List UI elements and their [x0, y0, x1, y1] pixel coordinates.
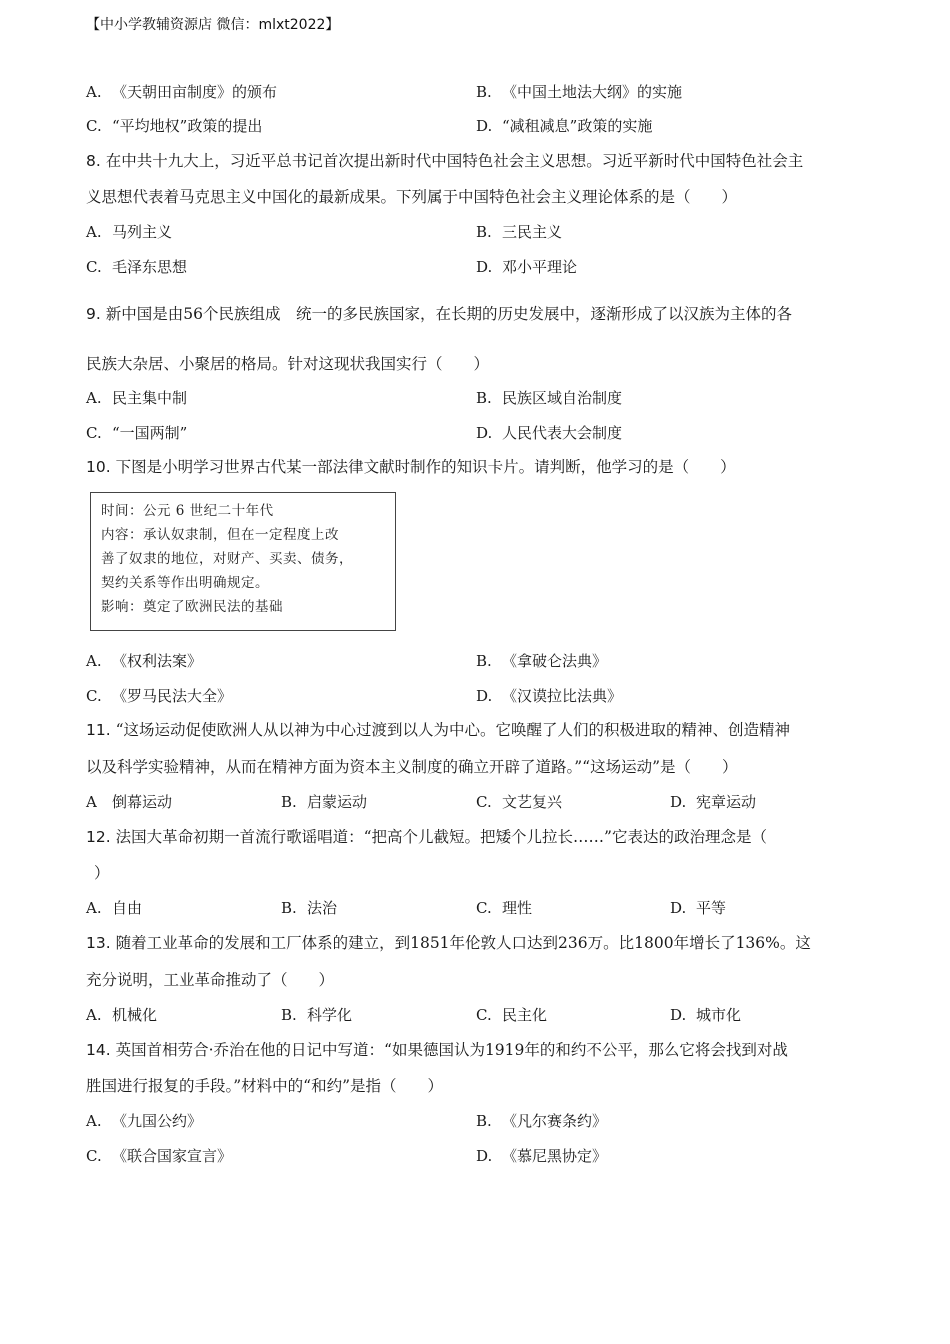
q9-option-b[interactable]: B. 民族区域自治制度: [476, 389, 623, 407]
q12-stem-line1: 12. 法国大革命初期一首流行歌谣唱道：“把高个儿截短。把矮个儿拉长……”它表达的政治理念是（: [86, 828, 767, 846]
q12-option-c[interactable]: C. 理性: [476, 899, 533, 917]
q8-option-c[interactable]: C. 毛泽东思想: [86, 258, 188, 276]
q13-stem-line1: 13. 随着工业革命的发展和工厂体系的建立，到1851年伦敦人口达到236万。比1800年增长了136%。这: [86, 934, 811, 952]
card-line-time: 时间：公元 6 世纪二十年代: [101, 503, 274, 519]
q10-stem-line1: 10. 下图是小明学习世界古代某一部法律文献时制作的知识卡片。请判断，他学习的是（ ）: [86, 458, 736, 476]
q13-option-c[interactable]: C. 民主化: [476, 1006, 548, 1024]
q12-option-a[interactable]: A. 自由: [86, 899, 143, 917]
card-line-impact: 影响：奠定了欧洲民法的基础: [101, 599, 283, 615]
q13-stem-line2: 充分说明，工业革命推动了（ ）: [86, 971, 335, 989]
q7-option-a[interactable]: A. 《天朝田亩制度》的颁布: [86, 83, 278, 101]
q12-option-d[interactable]: D. 平等: [670, 899, 727, 917]
q14-option-d[interactable]: D. 《慕尼黑协定》: [476, 1147, 608, 1165]
page-header: 【中小学教辅资源店 微信：mlxt2022】: [86, 17, 340, 33]
card-line-content-3: 契约关系等作出明确规定。: [101, 575, 269, 591]
q8-option-b[interactable]: B. 三民主义: [476, 223, 563, 241]
q9-stem-line2: 民族大杂居、小聚居的格局。针对这现状我国实行（ ）: [86, 355, 490, 373]
q8-stem-line1: 8. 在中共十九大上，习近平总书记首次提出新时代中国特色社会主义思想。习近平新时代中国特色社会主: [86, 152, 804, 170]
q11-stem-line1: 11. “这场运动促使欧洲人从以神为中心过渡到以人为中心。它唤醒了人们的积极进取的精神、创造精神: [86, 721, 791, 739]
q13-option-b[interactable]: B. 科学化: [281, 1006, 353, 1024]
q7-option-c[interactable]: C. “平均地权”政策的提出: [86, 117, 263, 135]
q8-stem-line2: 义思想代表着马克思主义中国化的最新成果。下列属于中国特色社会主义理论体系的是（ ）: [86, 188, 738, 206]
q14-stem-line2: 胜国进行报复的手段。”材料中的“和约”是指（ ）: [86, 1077, 444, 1095]
q14-option-a[interactable]: A. 《九国公约》: [86, 1112, 203, 1130]
q8-option-a[interactable]: A. 马列主义: [86, 223, 173, 241]
q10-option-c[interactable]: C. 《罗马民法大全》: [86, 687, 233, 705]
q10-option-d[interactable]: D. 《汉谟拉比法典》: [476, 687, 623, 705]
q13-option-d[interactable]: D. 城市化: [670, 1006, 742, 1024]
q10-option-b[interactable]: B. 《拿破仑法典》: [476, 652, 608, 670]
q11-option-c[interactable]: C. 文艺复兴: [476, 793, 563, 811]
q10-option-a[interactable]: A. 《权利法案》: [86, 652, 203, 670]
q9-option-a[interactable]: A. 民主集中制: [86, 389, 188, 407]
q11-option-a[interactable]: A 倒幕运动: [86, 793, 173, 811]
q14-stem-line1: 14. 英国首相劳合·乔治在他的日记中写道：“如果德国认为1919年的和约不公平，那么它将会找到对战: [86, 1041, 788, 1059]
q14-option-b[interactable]: B. 《凡尔赛条约》: [476, 1112, 608, 1130]
q14-option-c[interactable]: C. 《联合国家宣言》: [86, 1147, 233, 1165]
q11-option-d[interactable]: D. 宪章运动: [670, 793, 757, 811]
q9-option-c[interactable]: C. “一国两制”: [86, 424, 188, 442]
q11-stem-line2: 以及科学实验精神，从而在精神方面为资本主义制度的确立开辟了道路。”“这场运动”是（ ）: [86, 758, 738, 776]
card-line-content-2: 善了奴隶的地位，对财产、买卖、债务，: [101, 551, 353, 567]
q13-option-a[interactable]: A. 机械化: [86, 1006, 158, 1024]
card-line-content: 内容：承认奴隶制，但在一定程度上改: [101, 527, 339, 543]
q11-option-b[interactable]: B. 启蒙运动: [281, 793, 368, 811]
q12-option-b[interactable]: B. 法治: [281, 899, 338, 917]
q12-stem-line2: ）: [94, 864, 110, 882]
q7-option-b[interactable]: B. 《中国土地法大纲》的实施: [476, 83, 683, 101]
q7-option-d[interactable]: D. “减租减息”政策的实施: [476, 117, 653, 135]
knowledge-card: [90, 492, 396, 631]
q9-stem-line1: 9. 新中国是由56个民族组成 统一的多民族国家，在长期的历史发展中，逐渐形成了以汉族为主体的各: [86, 305, 792, 323]
q9-option-d[interactable]: D. 人民代表大会制度: [476, 424, 623, 442]
q8-option-d[interactable]: D. 邓小平理论: [476, 258, 578, 276]
